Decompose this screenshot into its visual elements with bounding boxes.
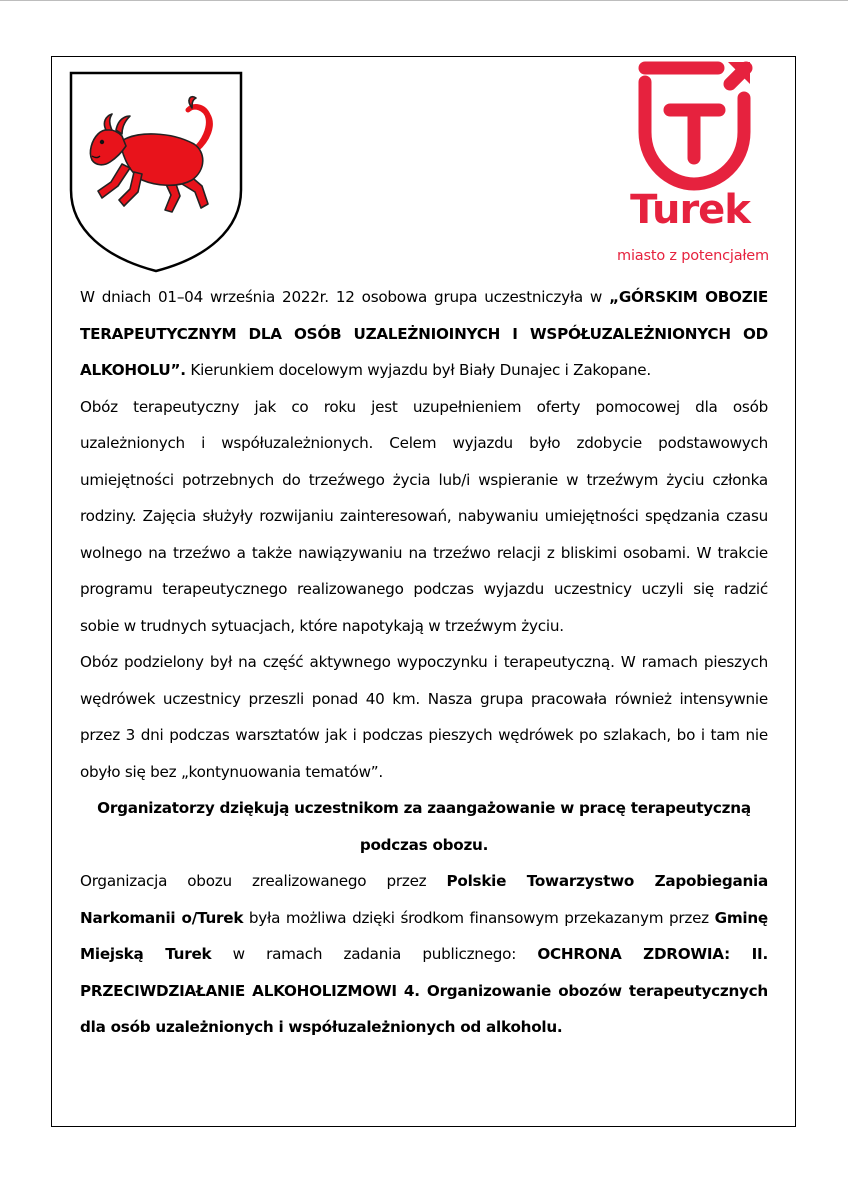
thanks-heading: Organizatorzy dziękują uczestnikom za zaangażowanie w pracę terapeutyczną podczas obozu. <box>97 799 751 854</box>
turek-logo-icon <box>598 58 788 270</box>
paragraph-funding <box>80 863 768 1046</box>
logo-wordmark: Turek <box>630 187 750 233</box>
funding-text-a: Organizacja obozu zrealizowanego przez <box>80 872 447 890</box>
paragraph-intro <box>80 279 768 389</box>
destination-text: Kierunkiem docelowym wyjazdu był Biały Dunajec i Zakopane. <box>185 361 651 379</box>
turek-coat-of-arms-icon <box>68 70 244 274</box>
paragraph-goals: Obóz terapeutyczny jak co roku jest uzupełnieniem oferty pomocowej dla osób uzależnionych i współuzależnionych. Celem wyjazdu było zdobycie podstawowych umiejętności potrzebnych do trzeźwego życia lub/i wspieranie w trzeźwym życiu członka rodziny. Zajęcia służyły rozwijaniu zainteresowań, nabywaniu umiejętności spędzania czasu wolnego na trzeźwo a także nawiązywaniu na trzeźwo relacji z bliskimi osobami. W trakcie programu terapeutycznego realizowanego podczas wyjazdu uczestnicy uczyli się radzić sobie w trudnych sytuacjach, które napotykają w trzeźwym życiu. <box>80 397 768 635</box>
funder-name: Gminę Miejską Turek <box>80 908 768 963</box>
intro-text: W dniach 01–04 września 2022r. 12 osobowa grupa uczestniczyła w <box>80 288 610 306</box>
logo-tagline: miasto z potencjałem <box>617 248 769 264</box>
funding-text-e: w ramach zadania publicznego: <box>211 945 538 963</box>
public-task-name: OCHRONA ZDROWIA: II. PRZECIWDZIAŁANIE ALKOHOLIZMOWI 4. Organizowanie obozów terapeutycznych dla osób uzależnionych i współuzależnionych od alkoholu. <box>80 945 768 1036</box>
organizer-name: Polskie Towarzystwo Zapobiegania Narkomanii o/Turek <box>80 872 768 927</box>
page-top-rule <box>0 0 848 1</box>
paragraph-activities: Obóz podzielony był na część aktywnego wypoczynku i terapeutyczną. W ramach pieszych wędrówek uczestnicy przeszli ponad 40 km. Nasza grupa pracowała również intensywnie przez 3 dni podczas warsztatów jak i podczas pieszych wędrówek po szlakach, bo i tam nie obyło się bez „kontynuowania tematów”. <box>80 653 768 781</box>
camp-name: „GÓRSKIM OBOZIE TERAPEUTYCZNYM DLA OSÓB UZALEŻNIOINYCH I WSPÓŁUZALEŻNIONYCH OD ALKOHOLU”. <box>80 288 769 379</box>
funding-text-c: była możliwa dzięki środkom finansowym przekazanym przez <box>243 908 715 927</box>
document-body <box>80 279 768 1046</box>
